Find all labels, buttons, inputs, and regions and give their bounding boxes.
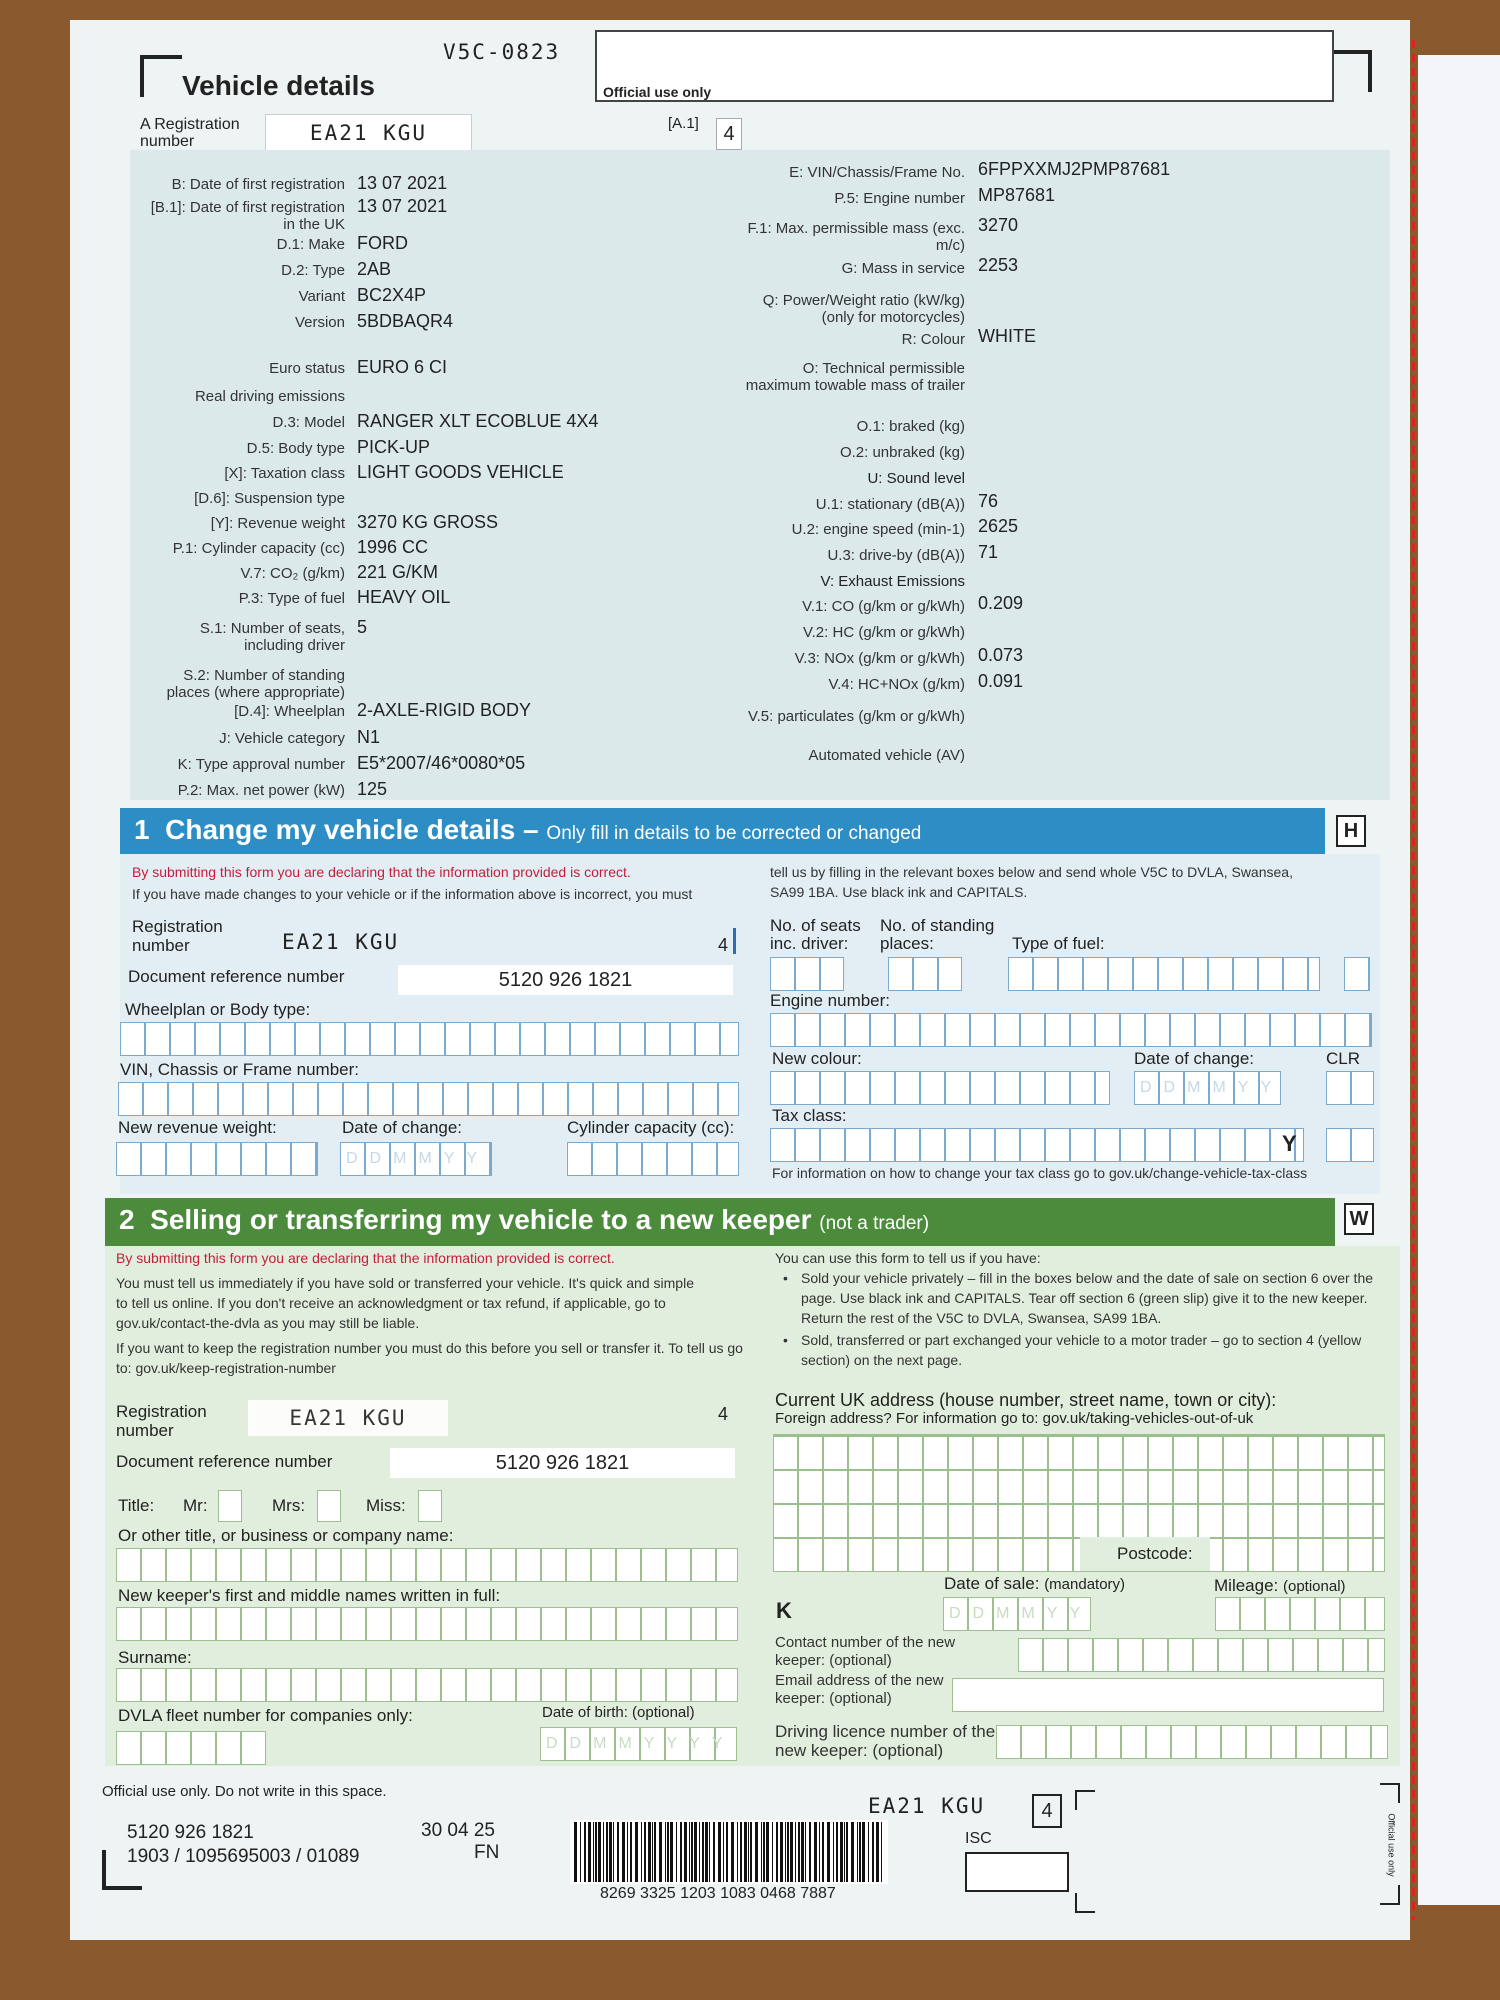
barcode-bar	[763, 1822, 765, 1882]
s1-date-change-label: Date of change:	[342, 1118, 463, 1137]
field-value: 2AB	[357, 259, 392, 279]
corner-mark	[140, 55, 182, 97]
field-value: EURO 6 CI	[357, 357, 448, 377]
field-label: Variant	[298, 288, 345, 305]
field-value: WHITE	[978, 326, 1036, 346]
barcode-bar	[709, 1822, 710, 1882]
barcode-bar	[713, 1822, 715, 1882]
blue-tick	[733, 928, 736, 954]
footer-reg: EA21 KGU	[868, 1794, 986, 1818]
section1-letter: H	[1336, 815, 1366, 847]
s1-colour-label: New colour:	[772, 1049, 862, 1068]
s1-vin-label: VIN, Chassis or Frame number:	[120, 1060, 360, 1079]
footer-official: Official use only. Do not write in this space.	[102, 1783, 387, 1800]
barcode-bar	[694, 1822, 697, 1882]
s1-docref-value: 5120 926 1821	[398, 965, 733, 995]
s1-standing-label: No. of standing places:	[880, 916, 995, 953]
barcode-bar	[872, 1822, 874, 1882]
footer-fn: FN	[474, 1842, 500, 1863]
barcode-bar	[809, 1822, 811, 1882]
footer-ref: 5120 926 1821	[127, 1822, 254, 1843]
field-label: [B.1]: Date of first registration in the UK	[150, 199, 345, 233]
barcode-bar	[761, 1822, 762, 1882]
s2-miss-label: Miss:	[366, 1496, 406, 1515]
barcode-bar	[676, 1822, 677, 1882]
field-label: S.2: Number of standing places (where appropriate)	[166, 667, 345, 701]
field-label: Euro status	[269, 360, 345, 377]
mrs-checkbox[interactable]	[317, 1490, 341, 1522]
k-mark: K	[776, 1598, 792, 1623]
field-value: 71	[978, 542, 999, 562]
field-label: P.3: Type of fuel	[238, 590, 345, 607]
section1-intro: If you have made changes to your vehicle or if the information above is incorrect, you must	[132, 886, 693, 902]
barcode-bar	[785, 1822, 786, 1882]
field-value: E5*2007/46*0080*05	[357, 753, 526, 773]
s1-tax-label: Tax class:	[772, 1106, 847, 1125]
barcode-bar	[648, 1822, 651, 1882]
date-placeholder: DDMMYY	[1140, 1079, 1284, 1096]
field-value: 6FPPXXMJ2PMP87681	[978, 159, 1171, 179]
field-value: 3270	[978, 215, 1019, 235]
corner-mark	[1380, 1885, 1400, 1905]
field-label: P.1: Cylinder capacity (cc)	[172, 540, 345, 557]
s2-foreign-label: Foreign address? For information go to: gov.uk/taking-vehicles-out-of-uk	[775, 1410, 1254, 1427]
field-value: 2253	[978, 255, 1019, 275]
field-value: HEAVY OIL	[357, 587, 451, 607]
s1-cyl-label: Cylinder capacity (cc):	[567, 1118, 735, 1137]
registration-number: EA21 KGU	[265, 114, 472, 152]
barcode-bar	[750, 1822, 752, 1882]
miss-checkbox[interactable]	[418, 1490, 442, 1522]
field-value: BC2X4P	[357, 285, 427, 305]
s1-fuel-label: Type of fuel:	[1012, 934, 1105, 953]
field-label: V.7: CO₂ (g/km)	[240, 565, 345, 582]
field-label: B: Date of first registration	[171, 176, 345, 193]
field-value: 76	[978, 491, 999, 511]
revenue-weight-input[interactable]	[116, 1142, 318, 1176]
first-names-input[interactable]	[116, 1607, 738, 1641]
barcode-bar	[598, 1822, 601, 1882]
field-label: D.5: Body type	[246, 440, 345, 457]
barcode-bar	[868, 1822, 869, 1882]
field-label: R: Colour	[901, 331, 965, 348]
barcode-bar	[748, 1822, 749, 1882]
s1-seats-label: No. of seats inc. driver:	[770, 916, 861, 953]
section1-declare: By submitting this form you are declaring that the information provided is correct.	[132, 864, 631, 880]
barcode-bar	[670, 1822, 673, 1882]
barcode-bar	[827, 1822, 830, 1882]
barcode-bar	[617, 1822, 619, 1882]
tax-class-input[interactable]	[770, 1128, 1304, 1162]
barcode-bar	[584, 1822, 586, 1882]
section1-header: 1 Change my vehicle details – Only fill in details to be corrected or changed	[120, 808, 1325, 854]
field-value: RANGER XLT ECOBLUE 4X4	[357, 411, 599, 431]
corner-mark	[1330, 50, 1372, 92]
perforation-line	[1412, 40, 1415, 1920]
barcode-bar	[844, 1822, 845, 1882]
field-value: PICK-UP	[357, 437, 431, 457]
corner-mark	[1075, 1790, 1095, 1810]
barcode-bar	[833, 1822, 834, 1882]
barcode-bar	[836, 1822, 838, 1882]
barcode-bar	[790, 1822, 793, 1882]
footer-date: 30 04 25	[421, 1820, 495, 1841]
field-value: 221 G/KM	[357, 562, 439, 582]
s2-reg-digit: 4	[718, 1404, 729, 1424]
seats-input[interactable]	[770, 957, 844, 991]
barcode-bar	[665, 1822, 666, 1882]
barcode-bar	[689, 1822, 690, 1882]
barcode-bar	[613, 1822, 614, 1882]
isc-box	[965, 1852, 1069, 1892]
field-value: 2-AXLE-RIGID BODY	[357, 700, 532, 720]
official-use-box: Official use only	[595, 30, 1334, 102]
vin-input[interactable]	[118, 1082, 739, 1116]
field-value: 13 07 2021	[357, 173, 448, 193]
barcode-bar	[702, 1822, 704, 1882]
barcode-bar	[627, 1822, 628, 1882]
page-title: Vehicle details	[182, 70, 375, 101]
barcode-bar	[609, 1822, 612, 1882]
barcode-bar	[795, 1822, 796, 1882]
section2-header: 2 Selling or transferring my vehicle to a new keeper (not a trader)	[105, 1198, 1335, 1246]
barcode-bar	[744, 1822, 747, 1882]
field-label: P.5: Engine number	[834, 190, 965, 207]
s2-other-title-label: Or other title, or business or company name:	[118, 1526, 454, 1545]
s2-reg-value: EA21 KGU	[248, 1400, 448, 1436]
barcode-bar	[603, 1822, 604, 1882]
corner-mark	[102, 1850, 142, 1890]
field-label: O.2: unbraked (kg)	[839, 444, 965, 461]
field-value: 125	[357, 779, 388, 799]
field-value: N1	[357, 727, 381, 747]
s2-docref-label: Document reference number	[116, 1452, 333, 1471]
corner-mark	[1380, 1783, 1400, 1803]
s1-date-change2-label: Date of change:	[1134, 1049, 1255, 1068]
barcode-bar	[595, 1822, 597, 1882]
s1-docref-label: Document reference number	[128, 967, 345, 986]
wheelplan-input[interactable]	[120, 1022, 739, 1056]
s2-dob-label: Date of birth: (optional)	[542, 1704, 695, 1721]
field-label: S.1: Number of seats, including driver	[199, 620, 345, 654]
barcode-bar	[705, 1822, 708, 1882]
field-label: Real driving emissions	[194, 388, 345, 405]
new-colour-input[interactable]	[770, 1071, 1110, 1105]
s2-title-label: Title:	[118, 1496, 155, 1515]
field-label: K: Type approval number	[177, 756, 345, 773]
s2-date-sale-label: Date of sale: (mandatory)	[944, 1574, 1126, 1593]
section1-intro-right: tell us by filling in the relevant boxes below and send whole V5C to DVLA, Swansea, SA99 1BA. Use black ink and CAPITALS.	[770, 864, 1293, 900]
field-value: 5	[357, 617, 368, 637]
field-value: 5BDBAQR4	[357, 311, 454, 331]
field-value: 0.073	[978, 645, 1024, 665]
field-label: V.4: HC+NOx (g/km)	[828, 676, 965, 693]
s1-reg-label: Registration number	[132, 917, 223, 955]
barcode-bar	[580, 1822, 581, 1882]
barcode-bar	[822, 1822, 824, 1882]
field-label: U.2: engine speed (min-1)	[791, 521, 965, 538]
s1-revenue-label: New revenue weight:	[118, 1118, 277, 1137]
field-label: V.2: HC (g/km or g/kWh)	[803, 624, 965, 641]
field-value: LIGHT GOODS VEHICLE	[357, 462, 564, 482]
clr-input[interactable]	[1326, 1071, 1374, 1105]
licence-number-input[interactable]	[996, 1725, 1388, 1759]
field-label: V: Exhaust Emissions	[820, 573, 965, 590]
field-label: Q: Power/Weight ratio (kW/kg) (only for motorcycles)	[762, 292, 965, 326]
barcode-bar	[699, 1822, 700, 1882]
barcode-bar	[630, 1822, 632, 1882]
contact-number-input[interactable]	[1018, 1638, 1385, 1672]
dob-placeholder: DDMMYYYY	[546, 1735, 735, 1752]
date-sale-placeholder: DDMMYY	[949, 1605, 1093, 1622]
s2-address-label: Current UK address (house number, street name, town or city):	[775, 1390, 1277, 1410]
barcode-bar	[606, 1822, 608, 1882]
s1-engine-label: Engine number:	[770, 991, 891, 1010]
barcode-bar	[641, 1822, 642, 1882]
field-label: [Y]: Revenue weight	[210, 515, 345, 532]
bullet-dot: •	[783, 1332, 788, 1348]
field-label: U: Sound level	[867, 470, 965, 487]
s2-bullet2: Sold, transferred or part exchanged your vehicle to a motor trader – go to section 4 (yellow section) on the next page.	[801, 1332, 1362, 1368]
barcode-bar	[684, 1822, 687, 1882]
s2-email-label: Email address of the new keeper: (optional)	[775, 1672, 944, 1707]
cylinder-capacity-input[interactable]	[567, 1142, 739, 1176]
s2-first-names-label: New keeper's first and middle names written in full:	[118, 1586, 501, 1605]
footer-isc: ISC	[965, 1830, 992, 1847]
engine-number-input[interactable]	[770, 1013, 1372, 1047]
field-label: F.1: Max. permissible mass (exc. m/c)	[747, 220, 965, 254]
s2-para1: You must tell us immediately if you have sold or transferred your vehicle. It's quick and simple to tell us online. If you don't receive an acknowledgment or tax refund, if applicable, go to gov.uk/contact-the-dvla as you may still be liable.	[116, 1275, 694, 1331]
registration-label: A Registration number	[140, 116, 240, 150]
barcode-bar	[862, 1822, 865, 1882]
fleet-number-input[interactable]	[116, 1731, 266, 1765]
s2-mr-label: Mr:	[183, 1496, 208, 1515]
s2-mrs-label: Mrs:	[272, 1496, 306, 1515]
field-label: [D.4]: Wheelplan	[234, 703, 345, 720]
field-label: D.3: Model	[272, 414, 345, 431]
field-label: P.2: Max. net power (kW)	[177, 782, 345, 799]
bullet-dot: •	[783, 1270, 788, 1286]
s2-docref-value: 5120 926 1821	[390, 1448, 735, 1478]
field-label: O: Technical permissible maximum towable mass of trailer	[745, 360, 965, 394]
field-label: J: Vehicle category	[219, 730, 345, 747]
s2-right-intro: You can use this form to tell us if you have:	[775, 1250, 1041, 1266]
field-value: 2625	[978, 516, 1019, 536]
s2-licence-label: Driving licence number of the new keeper: (optional)	[775, 1722, 996, 1760]
barcode-bar	[667, 1822, 669, 1882]
company-name-input[interactable]	[116, 1548, 738, 1582]
barcode-bar	[588, 1822, 591, 1882]
barcode-bar	[846, 1822, 848, 1882]
barcode-bar	[798, 1822, 800, 1882]
field-label: E: VIN/Chassis/Frame No.	[789, 164, 965, 181]
barcode-bar	[740, 1822, 742, 1882]
barcode-bar	[737, 1822, 738, 1882]
field-value: 13 07 2021	[357, 196, 448, 216]
s2-contact-label: Contact number of the new keeper: (optional)	[775, 1634, 956, 1669]
mileage-input[interactable]	[1215, 1597, 1385, 1631]
section2-letter: W	[1344, 1203, 1374, 1235]
field-label: D.2: Type	[281, 262, 345, 279]
s2-mileage-label: Mileage: (optional)	[1214, 1576, 1346, 1595]
fuel-input[interactable]	[1008, 957, 1320, 991]
barcode-bar	[851, 1822, 854, 1882]
barcode-bar	[881, 1822, 882, 1882]
field-label: G: Mass in service	[841, 260, 965, 277]
s1-reg-value: EA21 KGU	[282, 930, 400, 954]
barcode-bar	[718, 1822, 721, 1882]
barcode-bar	[574, 1822, 577, 1882]
field-label: V.1: CO (g/km or g/kWh)	[802, 598, 965, 615]
barcode-bar	[780, 1822, 783, 1882]
barcode-bar	[776, 1822, 778, 1882]
barcode-bar	[635, 1822, 638, 1882]
s2-declare: By submitting this form you are declaring that the information provided is correct.	[116, 1250, 615, 1266]
field-value: MP87681	[978, 185, 1056, 205]
barcode-bar	[691, 1822, 693, 1882]
barcode-bar	[593, 1822, 594, 1882]
barcode-bar	[731, 1822, 734, 1882]
s2-reg-label: Registration number	[116, 1402, 207, 1440]
field-label: U.3: drive-by (dB(A))	[827, 547, 965, 564]
form-code: V5C-0823	[443, 40, 561, 64]
barcode-bar	[654, 1822, 656, 1882]
a1-value: 4	[716, 118, 742, 150]
footer-codes: 1903 / 1095695003 / 01089	[127, 1846, 360, 1867]
s1-reg-digit: 4	[718, 935, 729, 955]
barcode-bar	[819, 1822, 820, 1882]
barcode-bar	[857, 1822, 858, 1882]
standing-input[interactable]	[888, 957, 962, 991]
s2-surname-label: Surname:	[118, 1648, 192, 1667]
s1-wheelplan-label: Wheelplan or Body type:	[125, 1000, 311, 1019]
barcode-bar	[814, 1822, 817, 1882]
footer-side-note: Official use only	[1386, 1813, 1397, 1877]
barcode-bar	[787, 1822, 789, 1882]
barcode	[570, 1820, 888, 1884]
barcode-bar	[680, 1822, 682, 1882]
s1-clr-label: CLR	[1326, 1049, 1361, 1068]
field-value: 1996 CC	[357, 537, 429, 557]
field-value: FORD	[357, 233, 408, 253]
field-label: Version	[294, 314, 345, 331]
barcode-number: 8269 3325 1203 1083 0468 7887	[600, 1885, 836, 1902]
field-value: 0.209	[978, 593, 1024, 613]
barcode-bar	[723, 1822, 724, 1882]
date-placeholder: DDMMYY	[346, 1150, 490, 1167]
s2-fleet-label: DVLA fleet number for companies only:	[118, 1706, 413, 1725]
barcode-bar	[876, 1822, 879, 1882]
field-label: O.1: braked (kg)	[856, 418, 965, 435]
field-value: 3270 KG GROSS	[357, 512, 499, 532]
field-label: [D.6]: Suspension type	[194, 490, 345, 507]
field-label: [X]: Taxation class	[224, 465, 345, 482]
barcode-bar	[859, 1822, 861, 1882]
mr-checkbox[interactable]	[218, 1490, 242, 1522]
barcode-bar	[622, 1822, 625, 1882]
field-label: V.5: particulates (g/km or g/kWh)	[747, 708, 965, 725]
address-input[interactable]	[773, 1434, 1385, 1572]
field-label: D.1: Make	[276, 236, 345, 253]
email-input[interactable]	[952, 1678, 1384, 1712]
adjacent-page	[1418, 55, 1500, 1905]
tax-extra-input[interactable]	[1326, 1128, 1374, 1162]
field-label: Automated vehicle (AV)	[808, 747, 965, 764]
s2-bullet1: Sold your vehicle privately – fill in the boxes below and the date of sale on section 6 over the page. Use black ink and CAPITALS. Tear off section 6 (green slip) give it to the new keeper. Return the rest of the V5C to DVLA, Swansea, SA99 1BA.	[801, 1270, 1374, 1326]
surname-input[interactable]	[116, 1668, 738, 1702]
barcode-bar	[801, 1822, 804, 1882]
s2-postcode-label: Postcode:	[1117, 1544, 1193, 1563]
barcode-bar	[659, 1822, 662, 1882]
s1-tax-info: For information on how to change your tax class go to gov.uk/change-vehicle-tax-class	[772, 1165, 1308, 1181]
field-value: 0.091	[978, 671, 1024, 691]
barcode-bar	[726, 1822, 728, 1882]
field-label: V.3: NOx (g/km or g/kWh)	[794, 650, 965, 667]
barcode-bar	[766, 1822, 769, 1882]
barcode-bar	[644, 1822, 646, 1882]
corner-mark	[1075, 1893, 1095, 1913]
tax-y-mark: Y	[1282, 1131, 1297, 1156]
barcode-bar	[772, 1822, 773, 1882]
a1-label: [A.1]	[668, 115, 699, 132]
footer-reg-digit: 4	[1032, 1794, 1062, 1828]
barcode-bar	[755, 1822, 758, 1882]
s2-para2: If you want to keep the registration number you must do this before you sell or transfer it. To tell us go to: gov.uk/keep-registration-number	[116, 1340, 743, 1376]
fuel-extra-input[interactable]	[1344, 957, 1370, 991]
barcode-bar	[805, 1822, 806, 1882]
field-label: U.1: stationary (dB(A))	[815, 496, 965, 513]
barcode-bar	[840, 1822, 843, 1882]
barcode-bar	[652, 1822, 653, 1882]
